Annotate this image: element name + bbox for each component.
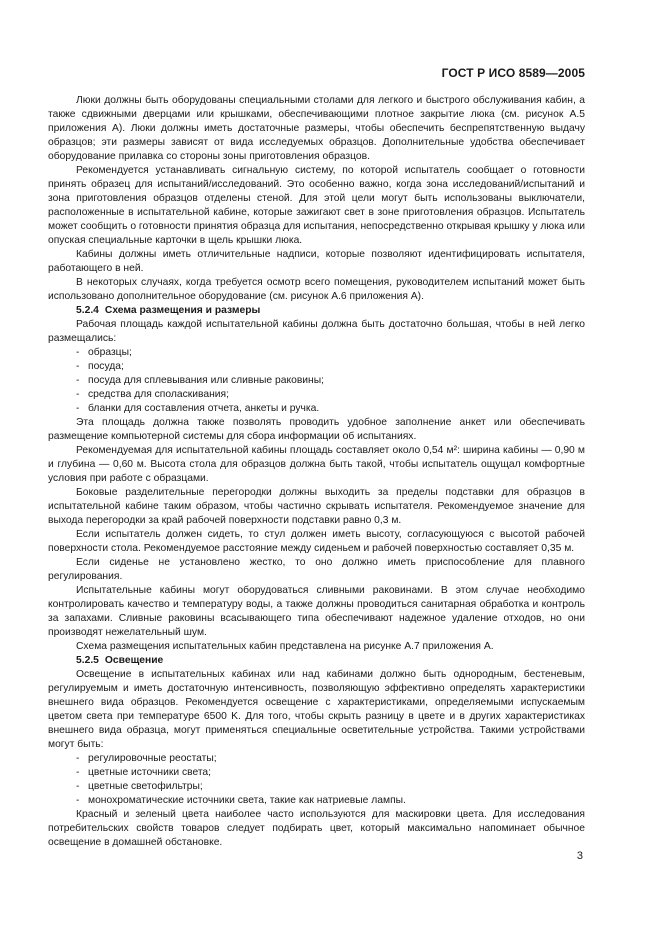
list-item: - посуда; — [76, 361, 124, 372]
paragraph: Люки должны быть оборудованы специальными столами для легкого и быстрого обслуживания кабин, а также сдвижными дверцами или крышками, обеспечивающими плотное закрытие люка (см. рисунок А.5 приложения А). Люки должны иметь достаточные размеры, чтобы обеспечить беспрепятственную выдачу образцов; эти размеры зависят от вида исследуемых образцов. Дополнительные удобства обеспечивает оборудование прилавка со стороны зоны приготовления образцов. — [48, 95, 585, 162]
list-workspace-items — [48, 346, 585, 416]
list-item: - цветные светофильтры; — [76, 781, 203, 792]
paragraph: Кабины должны иметь отличительные надписи, которые позволяют идентифицировать испытателя, работающего в ней. — [48, 249, 585, 274]
paragraph: Рекомендуемая для испытательной кабины площадь составляет около 0,54 м²: ширина кабины — 0,90 м и глубина — 0,60 м. Высота стола для образцов должна быть такой, чтобы испытатель ощущал комфортные условия при работе с образцами. — [48, 445, 585, 484]
list-marker: - — [76, 361, 80, 372]
list-item: - бланки для составления отчета, анкеты и ручка. — [76, 403, 320, 414]
section-heading-5-2-4 — [48, 304, 585, 318]
list-item: - монохроматические источники света, такие как натриевые лампы. — [76, 795, 406, 806]
list-marker: - — [76, 347, 80, 358]
list-marker: - — [76, 403, 80, 414]
document-body — [48, 94, 585, 850]
list-item: - посуда для сплевывания или сливные раковины; — [76, 375, 324, 386]
list-item: - регулировочные реостаты; — [76, 753, 217, 764]
list-marker: - — [76, 753, 80, 764]
paragraph: Красный и зеленый цвета наиболее часто используются для маскировки цвета. Для исследования потребительских свойств товаров следует подбирать цвет, который максимально напоминает обычное освещение в домашней обстановке. — [48, 809, 585, 848]
list-marker: - — [76, 795, 80, 806]
paragraph: Схема размещения испытательных кабин представлена на рисунке А.7 приложения А. — [76, 641, 494, 652]
list-item: - средства для споласкивания; — [76, 389, 229, 400]
paragraph: Если испытатель должен сидеть, то стул должен иметь высоту, согласующуюся с высотой рабочей поверхности стола. Рекомендуемое расстояние между сиденьем и рабочей поверхностью составляет 0,35 м. — [48, 529, 585, 554]
section-title: Освещение — [104, 655, 164, 666]
list-item: - образцы; — [76, 347, 132, 358]
list-item: - цветные источники света; — [76, 767, 212, 778]
page-number: 3 — [576, 850, 583, 862]
paragraph: Боковые разделительные перегородки должны выходить за пределы подставки для образцов в испытательной кабине таким образом, чтобы частично скрывать испытателя. Рекомендуемое значение для выхода перегородки за край рабочей поверхности подставки равно 0,3 м. — [48, 487, 585, 526]
list-marker: - — [76, 375, 80, 386]
section-title: Схема размещения и размеры — [104, 305, 261, 316]
list-marker: - — [76, 767, 80, 778]
section-number: 5.2.4 — [76, 305, 99, 316]
list-marker: - — [76, 781, 80, 792]
section-number: 5.2.5 — [76, 655, 99, 666]
paragraph: Эта площадь должна также позволять проводить удобное заполнение анкет или обеспечивать размещение компьютерной системы для сбора информации об испытаниях. — [48, 417, 585, 442]
document-header: ГОСТ Р ИСО 8589—2005 — [441, 66, 585, 80]
paragraph: Рекомендуется устанавливать сигнальную систему, по которой испытатель сообщает о готовности принять образец для испытаний/исследований. Это особенно важно, когда зона исследований/испытаний и зона приготовления образцов отделены стеной. Для этой цели могут быть использованы выключатели, расположенные в испытательной кабине, которые зажигают свет в зоне приготовления образцов. Испытатель может сообщить о готовности принятия образца для испытания, непосредственно открывая крышку у люка или опуская специальные карточки в щель крышки люка. — [48, 165, 585, 246]
paragraph: Испытательные кабины могут оборудоваться сливными раковинами. В этом случае необходимо контролировать качество и температуру воды, а также должны проводиться санитарная обработка и контроль за запахами. Сливные раковины всасывающего типа обеспечивают надежное удаление отходов, но они производят нежелательный шум. — [48, 585, 585, 638]
paragraph: Если сиденье не установлено жестко, то оно должно иметь приспособление для плавного регулирования. — [48, 557, 585, 582]
paragraph: Освещение в испытательных кабинах или над кабинами должно быть однородным, бестеневым, регулируемым и иметь достаточную интенсивность, позволяющую эффективно определять характеристики внешнего вида образцов. Рекомендуется освещение с характеристиками, определяемыми испускаемым цветом света при температуре 6500 K. Для того, чтобы скрыть разницу в цвете и в других характеристиках внешнего вида образца, могут применяться специальные осветительные устройства. Такими устройствами могут быть: — [48, 669, 585, 750]
paragraph: Рабочая площадь каждой испытательной кабины должна быть достаточно большая, чтобы в ней легко размещались: — [48, 319, 585, 344]
paragraph: В некоторых случаях, когда требуется осмотр всего помещения, руководителем испытаний может быть использовано дополнительное оборудование (см. рисунок А.6 приложения А). — [48, 277, 585, 302]
list-lighting-devices — [48, 752, 585, 808]
section-heading-5-2-5 — [48, 654, 585, 668]
list-marker: - — [76, 389, 80, 400]
